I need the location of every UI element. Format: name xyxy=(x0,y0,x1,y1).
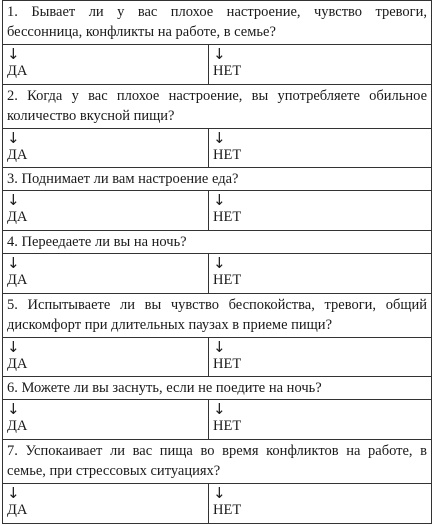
answer-no-option[interactable] xyxy=(209,254,432,294)
answer-row xyxy=(3,128,432,168)
down-arrow-icon: ↓ xyxy=(213,400,226,419)
answer-no-label: НЕТ xyxy=(213,272,242,289)
question-row xyxy=(3,231,432,254)
answer-yes-label: ДА xyxy=(7,62,28,79)
answer-yes-option[interactable] xyxy=(3,191,209,231)
answer-no-label: НЕТ xyxy=(213,209,242,226)
down-arrow-icon: ↓ xyxy=(7,191,20,210)
answer-yes-label: ДА xyxy=(7,418,28,435)
question-text: 5. Испытываете ли вы чувство беспокойства, тревоги, общий дискомфорт при длительных паузах в приеме пищи? xyxy=(3,293,432,337)
answer-yes-label: ДА xyxy=(7,209,28,226)
answer-yes-option[interactable] xyxy=(3,254,209,294)
down-arrow-icon: ↓ xyxy=(213,44,226,63)
question-text: 2. Когда у вас плохое настроение, вы употребляете обильное количество вкусной пищи? xyxy=(3,84,432,128)
down-arrow-icon: ↓ xyxy=(7,254,20,273)
question-row xyxy=(3,84,432,128)
down-arrow-icon: ↓ xyxy=(213,128,226,147)
answer-yes-label: ДА xyxy=(7,355,28,372)
questionnaire-table xyxy=(2,0,432,524)
answer-row xyxy=(3,400,432,440)
down-arrow-icon: ↓ xyxy=(213,484,226,503)
down-arrow-icon: ↓ xyxy=(7,44,20,63)
answer-yes-option[interactable] xyxy=(3,484,209,524)
down-arrow-icon: ↓ xyxy=(213,337,226,356)
answer-row xyxy=(3,191,432,231)
question-text: 3. Поднимает ли вам настроение еда? xyxy=(3,168,432,191)
down-arrow-icon: ↓ xyxy=(7,128,20,147)
answer-yes-option[interactable] xyxy=(3,44,209,84)
question-text: 1. Бывает ли у вас плохое настроение, чувство тревоги, бессонница, конфликты на работе, в семье? xyxy=(3,1,432,45)
answer-no-label: НЕТ xyxy=(213,62,242,79)
question-row xyxy=(3,168,432,191)
answer-yes-label: ДА xyxy=(7,272,28,289)
question-row xyxy=(3,293,432,337)
answer-no-option[interactable] xyxy=(209,128,432,168)
answer-yes-option[interactable] xyxy=(3,128,209,168)
question-text: 7. Успокаивает ли вас пища во время конфликтов на работе, в семье, при стрессовых ситуациях? xyxy=(3,440,432,484)
answer-no-option[interactable] xyxy=(209,400,432,440)
answer-no-label: НЕТ xyxy=(213,418,242,435)
answer-no-option[interactable] xyxy=(209,337,432,377)
answer-yes-label: ДА xyxy=(7,146,28,163)
down-arrow-icon: ↓ xyxy=(213,191,226,210)
answer-row xyxy=(3,44,432,84)
down-arrow-icon: ↓ xyxy=(7,337,20,356)
answer-yes-label: ДА xyxy=(7,502,28,519)
down-arrow-icon: ↓ xyxy=(7,400,20,419)
question-row xyxy=(3,377,432,400)
answer-no-option[interactable] xyxy=(209,44,432,84)
down-arrow-icon: ↓ xyxy=(7,484,20,503)
question-row xyxy=(3,1,432,45)
answer-no-option[interactable] xyxy=(209,484,432,524)
answer-no-label: НЕТ xyxy=(213,146,242,163)
question-row xyxy=(3,440,432,484)
answer-yes-option[interactable] xyxy=(3,337,209,377)
answer-no-option[interactable] xyxy=(209,191,432,231)
answer-no-label: НЕТ xyxy=(213,502,242,519)
down-arrow-icon: ↓ xyxy=(213,254,226,273)
answer-row xyxy=(3,254,432,294)
question-text: 6. Можете ли вы заснуть, если не поедите на ночь? xyxy=(3,377,432,400)
answer-row xyxy=(3,484,432,524)
answer-row xyxy=(3,337,432,377)
answer-no-label: НЕТ xyxy=(213,355,242,372)
answer-yes-option[interactable] xyxy=(3,400,209,440)
question-text: 4. Переедаете ли вы на ночь? xyxy=(3,231,432,254)
